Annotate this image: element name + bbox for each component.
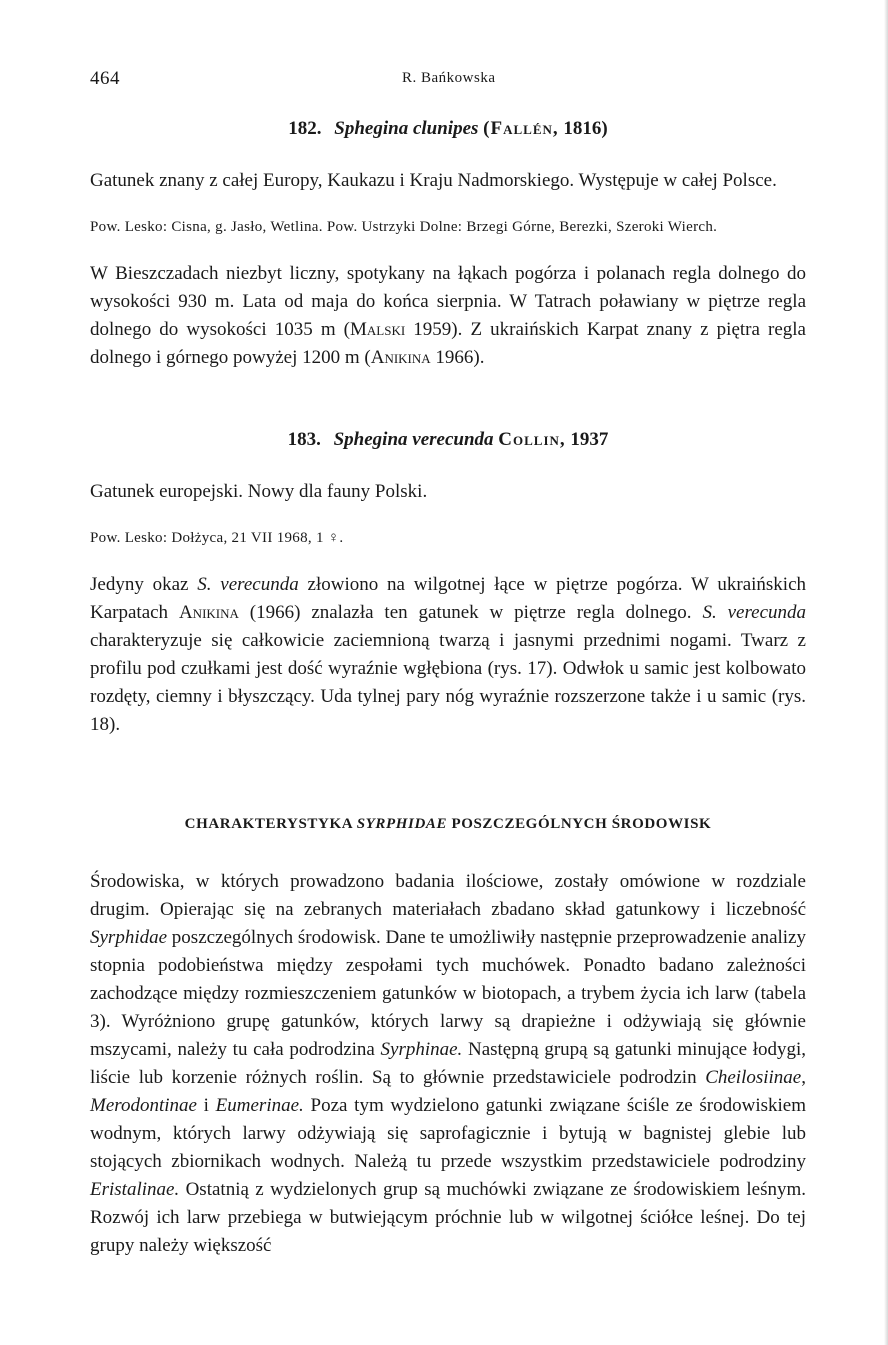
italic-run: Syrphinae. — [380, 1039, 463, 1060]
text-run: i — [196, 1095, 216, 1116]
section-heading — [90, 813, 806, 835]
page-edge — [884, 0, 888, 1345]
italic-run: S. verecunda — [702, 602, 807, 623]
species-year: 1816) — [563, 118, 608, 139]
text-run: 1959). Z ukraińskich Karpat znany z piętra regla dolnego i górnego powyżej 1200 m ( — [90, 319, 806, 368]
text-run: Ostatnią z wydzielonych grup są muchówki związane ze środowiskiem leśnym. Rozwój ich larw przebiega w butwiejącym próchnie lub w wilgotnej ściółce leśnej. Do tej grupy należy większość — [90, 1179, 806, 1256]
page-number: 464 — [90, 68, 120, 89]
text-run: , — [801, 1067, 806, 1088]
species-author: (Fallén, — [483, 118, 559, 139]
reference-author: Malski — [350, 319, 406, 340]
species-author: Collin, — [498, 429, 566, 450]
heading-run: CHARAKTERYSTYKA — [184, 816, 357, 832]
reference-author: Anikina — [370, 347, 431, 368]
italic-run: Eristalinae. — [90, 1179, 180, 1200]
species-heading-182 — [90, 115, 806, 143]
running-head — [90, 68, 806, 92]
italic-run: Merodontinae — [90, 1095, 197, 1116]
reference-author: Anikina — [178, 602, 239, 623]
text-run: 1966). — [430, 347, 485, 368]
heading-italic-run: SYRPHIDAE — [356, 816, 448, 832]
italic-run: S. verecunda — [197, 574, 299, 595]
text-run: Środowiska, w których prowadzono badania ilościowe, zostały omówione w rozdziale drugim. Opierając się na zebranych materiałach zbadano skład gatunkowy i liczebność — [90, 871, 806, 920]
italic-run: Cheilosiinae — [705, 1067, 802, 1088]
text-run: Poza tym wydzielono gatunki związane ściśle ze środowiskiem wodnym, których larwy odżywiają się saprofagicznie i bytują w bagnistej glebie lub stojących zbiornikach wodnych. Należą tu przede wszystkim przedstawiciele podrodziny — [90, 1095, 806, 1172]
locality-list: Pow. Lesko: Cisna, g. Jasło, Wetlina. Pow. Ustrzyki Dolne: Brzegi Górne, Berezki, Szeroki Wierch. — [90, 219, 718, 235]
species-name: Sphegina verecunda — [333, 429, 494, 450]
section-paragraph — [90, 868, 806, 1260]
species-description — [90, 571, 806, 739]
species-name: Sphegina clunipes — [334, 118, 479, 139]
content — [90, 115, 806, 1260]
species-heading-183 — [90, 426, 806, 454]
species-number: 182. — [288, 118, 322, 139]
species-description — [90, 260, 806, 372]
species-intro: Gatunek znany z całej Europy, Kaukazu i Kraju Nadmorskiego. Występuje w całej Polsce. — [90, 170, 777, 191]
species-intro: Gatunek europejski. Nowy dla fauny Polski. — [90, 481, 428, 502]
running-author: R. Bańkowska — [402, 70, 496, 86]
locality-list: Pow. Lesko: Dołżyca, 21 VII 1968, 1 ♀. — [90, 530, 344, 546]
text-run: W Bieszczadach niezbyt liczny, spotykany na łąkach pogórza i polanach regla dolnego do wysokości 930 m. Lata od maja do końca sierpnia. W Tatrach poławiany w piętrze regla dolnego do wysokości 1035 m ( — [90, 263, 806, 340]
heading-run: POSZCZEGÓLNYCH ŚRODOWISK — [447, 816, 712, 832]
species-number: 183. — [287, 429, 321, 450]
text-run: poszczególnych środowisk. Dane te umożliwiły następnie przeprowadzenie analizy stopnia podobieństwa między zespołami tych muchówek. Ponadto badano zależności zachodzące między rozmieszczeniem gatunków w biotopach, a trybem życia ich larw (tabela 3). Wyróżniono grupę gatunków, których larwy są drapieżne i odżywiają się głównie mszycami, należy tu cała podrodzina — [90, 927, 806, 1060]
text-run: Jedyny okaz — [90, 574, 198, 595]
italic-run: Eumerinae. — [215, 1095, 304, 1116]
text-run: charakteryzuje się całkowicie zaciemnioną twarzą i jasnymi przednimi nogami. Twarz z profilu pod czułkami jest dość wyraźnie wgłębiona (rys. 17). Odwłok u samic jest kolbowato rozdęty, ciemny i błyszczący. Uda tylnej pary nóg wyraźnie rozszerzone także i u samic (rys. 18). — [90, 630, 806, 735]
text-run: (1966) znalazła ten gatunek w piętrze regla dolnego. — [238, 602, 703, 623]
text-run: złowiono na wilgotnej łące w piętrze pogórza. W ukraińskich Karpatach — [90, 574, 807, 623]
text-run: Następną grupą są gatunki minujące łodygi, liście lub korzenie różnych roślin. Są to głównie przedstawiciele podrodzin — [90, 1039, 807, 1088]
species-year: 1937 — [570, 429, 609, 450]
italic-run: Syrphidae — [90, 927, 168, 948]
